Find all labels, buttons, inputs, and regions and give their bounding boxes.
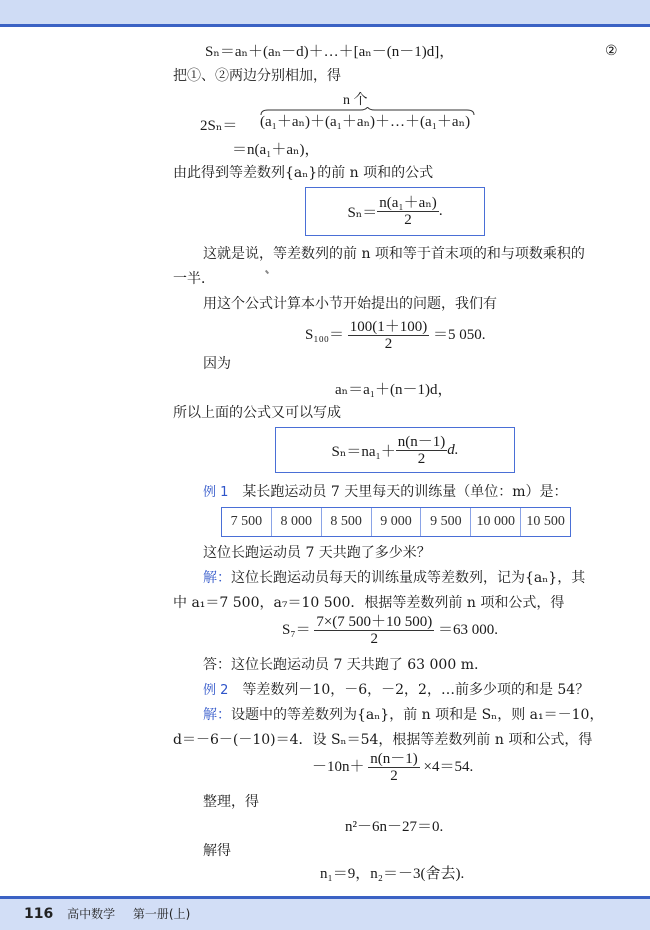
paragraph-explain-2: 一半． <box>173 271 215 287</box>
table-cell: 10 000 <box>470 508 520 536</box>
formula-box-sum-alt <box>275 427 515 473</box>
book-title: 高中数学 <box>67 907 116 921</box>
book-volume: 第一册(上) <box>132 907 191 921</box>
solution-text: 设题中的等差数列为{aₙ}，前 n 项和是 Sₙ，则 a₁＝－10， <box>231 707 604 723</box>
paragraph-add-both: 把①、②两边分别相加，得 <box>173 68 341 84</box>
stray-mark <box>265 270 269 274</box>
paragraph-organize: 整理，得 <box>203 794 259 810</box>
example-1-question-2: 这位长跑运动员 7 天共跑了多少米？ <box>203 545 431 561</box>
fraction-numerator: n(n－1) <box>397 433 446 450</box>
page-number: 116 <box>24 906 54 922</box>
solution-text: 这位长跑运动员每天的训练量成等差数列，记为{aₙ}，其 <box>231 570 586 586</box>
s100-tail: ＝5 050. <box>433 327 486 343</box>
example-2-label: 例 2 <box>203 683 229 698</box>
formula-fraction <box>396 434 448 467</box>
fraction-denominator: 2 <box>404 212 412 228</box>
paragraph-derive: 由此得到等差数列{aₙ}的前 n 项和的公式 <box>173 165 434 181</box>
eq-fraction <box>368 751 420 784</box>
paragraph-so-rewrite: 所以上面的公式又可以写成 <box>173 405 341 421</box>
solution-label: 解： <box>203 570 231 586</box>
table-cell: 9 500 <box>420 508 470 536</box>
footer <box>24 905 190 922</box>
paragraph-because: 因为 <box>203 356 231 372</box>
s100-fraction <box>348 319 430 352</box>
s100-lhs: S₁₀₀＝ <box>305 327 345 343</box>
formula-tail: . <box>438 203 443 219</box>
equation-2-text: Sₙ＝aₙ＋(aₙ－d)＋…＋[aₙ－(n－1)d]， <box>205 44 455 60</box>
fraction-numerator: 100(1＋100) <box>349 319 428 336</box>
equation-2 <box>205 43 454 61</box>
example-2-text: 等差数列－10，－6，－2，2，…前多少项的和是 54？ <box>242 682 590 698</box>
example-2-solution-2: d＝－6－(－10)＝4．设 Sₙ＝54，根据等差数列前 n 项和公式，得 <box>173 732 593 748</box>
equation-s100 <box>305 318 486 352</box>
formula-fraction <box>377 195 439 228</box>
equation-label-2: ② <box>605 43 618 59</box>
example-1-label: 例 1 <box>203 485 229 500</box>
example-2-question <box>203 681 589 700</box>
formula-tail: d. <box>447 441 459 458</box>
table-cell: 7 500 <box>230 514 263 529</box>
equation-an: aₙ＝a₁＋(n－1)d， <box>335 382 453 398</box>
formula-lhs: Sₙ＝na₁＋ <box>331 443 396 460</box>
example-1-question <box>203 483 568 502</box>
fraction-denominator: 2 <box>370 631 379 648</box>
s7-lhs: S₇＝ <box>282 622 311 638</box>
example-1-text: 某长跑运动员 7 天里每天的训练量（单位：m）是： <box>242 484 568 500</box>
header-rule <box>0 24 650 27</box>
fraction-numerator: n(n－1) <box>370 751 418 768</box>
formula-box-sum <box>305 187 485 236</box>
example-1-answer: 答：这位长跑运动员 7 天共跑了 63 000 m. <box>203 657 479 673</box>
equation-2sn-rhs: (a₁＋aₙ)＋(a₁＋aₙ)＋…＋(a₁＋aₙ) <box>260 114 471 130</box>
s7-tail: ＝63 000. <box>438 622 499 638</box>
table-cell: 8 000 <box>271 508 321 536</box>
fraction-denominator: 2 <box>384 336 393 353</box>
example-2-solution-1 <box>203 706 603 724</box>
paragraph-solve: 解得 <box>203 843 231 859</box>
equation-example-2 <box>312 750 473 784</box>
s7-fraction <box>314 614 434 647</box>
eq-tail: ×4＝54. <box>423 759 474 775</box>
paragraph-use-formula: 用这个公式计算本小节开始提出的问题，我们有 <box>203 296 497 312</box>
training-table <box>221 507 571 537</box>
table-cell: 8 500 <box>321 508 371 536</box>
formula-lhs: Sₙ＝ <box>347 205 378 221</box>
header-band <box>0 0 650 24</box>
brace-label: n 个 <box>343 93 368 108</box>
eq-lhs: －10n＋ <box>312 759 365 775</box>
equation-quadratic: n²－6n－27＝0. <box>345 819 444 835</box>
fraction-numerator: n(a₁＋aₙ) <box>379 195 437 211</box>
table-cell: 9 000 <box>371 508 421 536</box>
equation-2sn-result: ＝n(a₁＋aₙ)， <box>232 142 320 158</box>
fraction-numerator: 7×(7 500＋10 500) <box>316 614 433 631</box>
fraction-denominator: 2 <box>390 768 398 785</box>
equation-roots: n₁＝9，n₂＝－3(舍去). <box>320 866 465 882</box>
equation-2sn-lhs: 2Sₙ＝ <box>200 118 238 134</box>
example-1-solution-1 <box>203 569 585 587</box>
paragraph-explain-1: 这就是说，等差数列的前 n 项和等于首末项的和与项数乘积的 <box>203 246 585 262</box>
fraction-denominator: 2 <box>417 450 426 467</box>
example-1-solution-2: 中 a₁＝7 500，a₇＝10 500．根据等差数列前 n 项和公式，得 <box>173 595 565 611</box>
solution-label: 解： <box>203 707 231 723</box>
table-cell: 10 500 <box>520 508 570 536</box>
equation-s7 <box>282 613 498 647</box>
